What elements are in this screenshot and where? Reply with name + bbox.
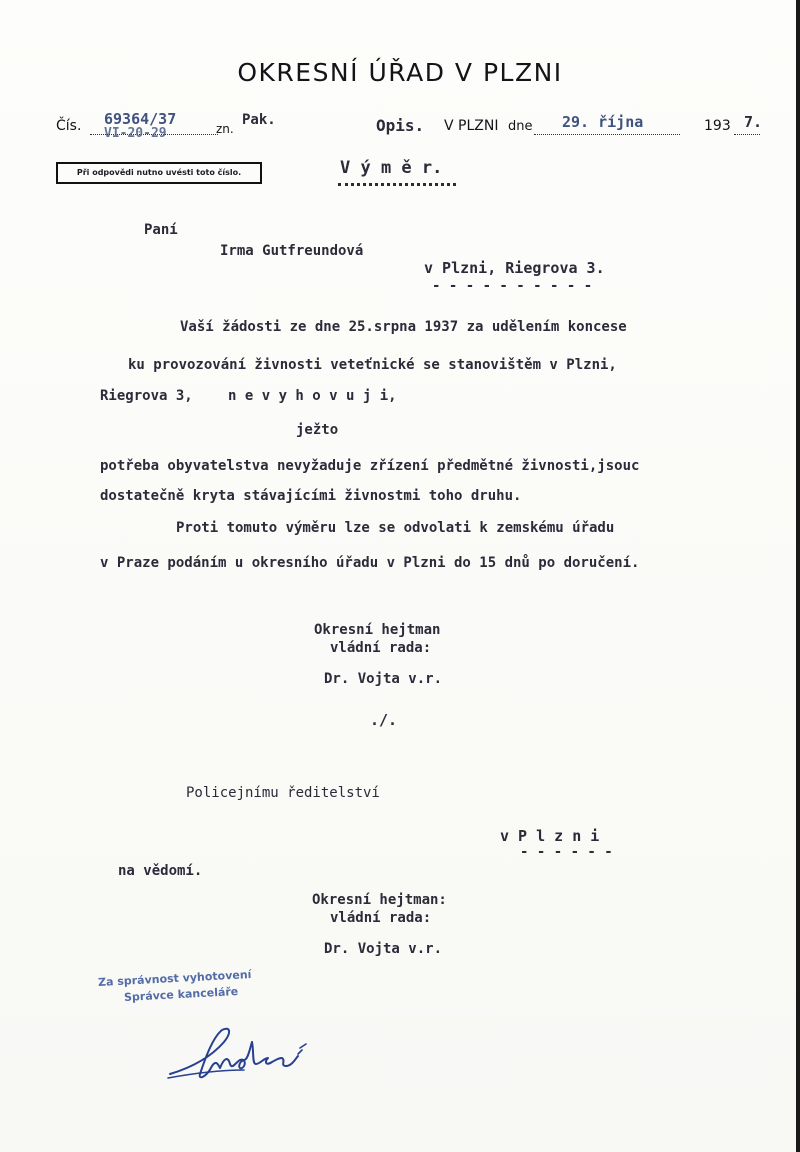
cis-label: Čís.: [56, 118, 82, 134]
year-prefix: 193: [704, 118, 731, 134]
year-dotline: [734, 134, 760, 135]
body-line-3a: Riegrova 3,: [100, 388, 193, 404]
sig2-title: Okresní hejtman:: [312, 892, 447, 908]
copy-recipient: Policejnímu ředitelství: [186, 785, 380, 801]
body-line-1: Vaší žádosti ze dne 25.srpna 1937 za udělením koncese: [180, 319, 627, 335]
sig1-title: Okresní hejtman: [314, 622, 441, 638]
dne-label: dne: [508, 119, 533, 134]
zn-label: zn.: [216, 122, 234, 136]
salutation: Paní: [144, 222, 178, 238]
ref-number: 69364/37: [104, 110, 177, 128]
title-underline: [338, 183, 456, 186]
sig2-name: Dr. Vojta v.r.: [324, 941, 443, 957]
ref-sub: VI-20-29: [104, 126, 167, 141]
year-suffix: 7.: [744, 113, 763, 131]
date-dotline: [534, 134, 680, 135]
sig2-rank: vládní rada:: [330, 910, 432, 926]
place-label: V PLZNI: [444, 118, 499, 134]
office-heading: OKRESNÍ ÚŘAD V PLZNI: [237, 58, 563, 87]
copy-place: v P l z n i: [500, 827, 600, 845]
scan-edge: [796, 0, 800, 1152]
copy-place-underline: - - - - - -: [520, 844, 613, 860]
copy-note: na vědomí.: [118, 863, 203, 879]
addressee-address: v Plzni, Riegrova 3.: [424, 259, 605, 277]
opis-label: Opis.: [376, 116, 425, 135]
body-line-4: ježto: [296, 422, 339, 438]
address-underline: - - - - - - - - - -: [432, 278, 593, 294]
sig1-rank: vládní rada:: [330, 640, 432, 656]
body-line-3b: n e v y h o v u j i,: [228, 388, 397, 404]
reply-notice-box: Při odpovědi nutno uvésti toto číslo.: [56, 162, 262, 184]
body-line-7: Proti tomuto výměru lze se odvolati k zemskému úřadu: [176, 520, 615, 536]
certification-stamp-line-2: Správce kanceláře: [123, 985, 239, 1004]
body-line-5: potřeba obyvatelstva nevyžaduje zřízení předmětné živnosti,jsouc: [100, 458, 640, 474]
body-line-2: ku provozování živnosti veteťnické se stanovištěm v Plzni,: [128, 357, 617, 373]
zn-value: Pak.: [242, 112, 276, 128]
separator: ./.: [370, 711, 398, 729]
body-line-6: dostatečně kryta stávajícími živnostmi toho druhu.: [100, 488, 522, 504]
handwritten-signature: [160, 1008, 320, 1088]
addressee-name: Irma Gutfreundová: [220, 243, 364, 259]
date-day-month: 29. října: [562, 113, 644, 131]
decision-title: V ý m ě r.: [340, 158, 443, 178]
body-line-8: v Praze podáním u okresního úřadu v Plzni do 15 dnů po doručení.: [100, 555, 640, 571]
sig1-name: Dr. Vojta v.r.: [324, 671, 443, 687]
certification-stamp-line-1: Za správnost vyhotovení: [97, 967, 252, 990]
